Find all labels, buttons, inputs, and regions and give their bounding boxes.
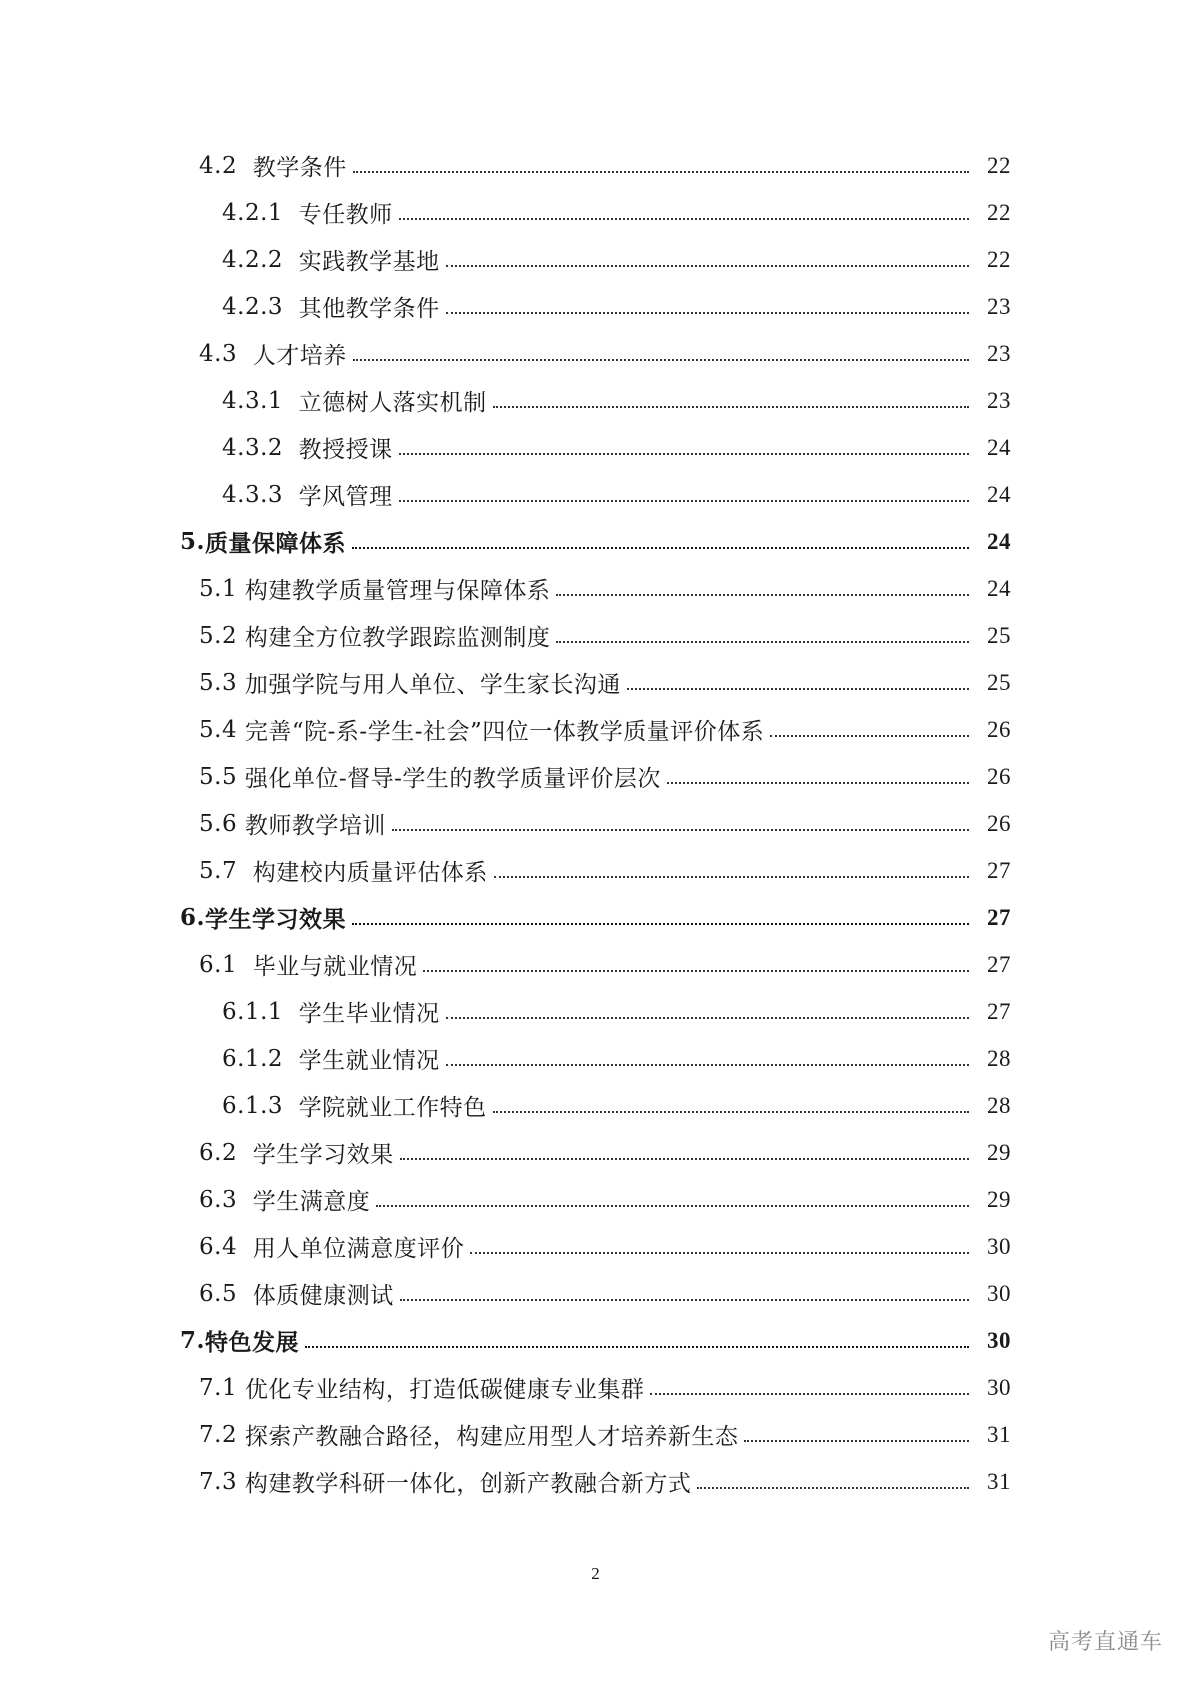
toc-entry-number: 5.: [180, 528, 206, 555]
toc-entry-number: 7.2: [199, 1421, 245, 1448]
toc-entry-page: 24: [987, 575, 1011, 601]
toc-entry-number: 4.3: [199, 340, 253, 367]
toc-entry-title: 专任教师: [298, 202, 393, 228]
toc-entry-number: 6.4: [199, 1233, 253, 1260]
toc-dot-leader: [353, 171, 969, 173]
toc-dot-leader: [352, 547, 969, 549]
toc-entry-page: 31: [987, 1468, 1011, 1494]
toc-entry[interactable]: [0, 424, 1191, 471]
toc-entry[interactable]: [0, 1317, 1191, 1364]
toc-entry-page: 27: [987, 998, 1011, 1024]
toc-dot-leader: [470, 1252, 969, 1254]
toc-dot-leader: [627, 688, 969, 690]
toc-entry[interactable]: [0, 142, 1191, 189]
toc-entry-number: 4.3.1: [222, 387, 299, 414]
toc-entry-title: 实践教学基地: [298, 249, 440, 275]
toc-entry-page: 27: [987, 951, 1011, 977]
toc-entry-page: 28: [987, 1092, 1011, 1118]
toc-entry-page: 22: [987, 246, 1011, 272]
toc-entry[interactable]: [0, 471, 1191, 518]
toc-entry-page: 29: [987, 1186, 1011, 1212]
toc-dot-leader: [697, 1487, 969, 1489]
toc-entry-number: 6.3: [199, 1186, 253, 1213]
toc-entry-number: 4.2.2: [222, 246, 299, 273]
toc-entry[interactable]: [0, 941, 1191, 988]
toc-entry-title: 学风管理: [298, 484, 393, 510]
toc-dot-leader: [376, 1205, 969, 1207]
toc-entry-title: 加强学院与用人单位、学生家长沟通: [244, 672, 621, 698]
toc-entry-title: 构建教学科研一体化，创新产教融合新方式: [244, 1471, 692, 1497]
toc-entry-page: 26: [987, 810, 1011, 836]
toc-dot-leader: [446, 312, 969, 314]
toc-dot-leader: [556, 641, 969, 643]
toc-dot-leader: [352, 923, 969, 925]
toc-entry-title: 体质健康测试: [252, 1283, 394, 1309]
toc-entry-title: 其他教学条件: [298, 296, 440, 322]
toc-entry-number: 6.2: [199, 1139, 253, 1166]
toc-entry[interactable]: [0, 236, 1191, 283]
toc-entry[interactable]: [0, 1129, 1191, 1176]
toc-dot-leader: [399, 218, 969, 220]
toc-entry-page: 23: [987, 293, 1011, 319]
toc-entry-number: 6.: [180, 904, 206, 931]
toc-entry[interactable]: [0, 800, 1191, 847]
toc-entry-page: 30: [987, 1280, 1011, 1306]
toc-entry-title: 特色发展: [205, 1329, 300, 1356]
toc-entry-title: 构建教学质量管理与保障体系: [244, 578, 551, 604]
toc-entry[interactable]: [0, 753, 1191, 800]
toc-entry-page: 23: [987, 340, 1011, 366]
toc-entry-title: 教师教学培训: [244, 813, 386, 839]
toc-entry[interactable]: [0, 894, 1191, 941]
toc-entry-number: 7.1: [199, 1374, 245, 1401]
toc-entry-number: 4.3.3: [222, 481, 299, 508]
toc-entry-title: 质量保障体系: [205, 530, 347, 557]
toc-entry-page: 22: [987, 152, 1011, 178]
toc-entry[interactable]: [0, 189, 1191, 236]
toc-entry[interactable]: [0, 283, 1191, 330]
toc-entry-title: 优化专业结构，打造低碳健康专业集群: [244, 1377, 645, 1403]
toc-entry-page: 24: [987, 528, 1011, 554]
toc-entry-number: 5.2: [199, 622, 245, 649]
toc-entry-title: 完善“院-系-学生-社会”四位一体教学质量评价体系: [244, 719, 765, 745]
toc-entry-page: 29: [987, 1139, 1011, 1165]
toc-entry-number: 4.2.3: [222, 293, 299, 320]
toc-dot-leader: [494, 876, 969, 878]
toc-entry-title: 构建校内质量评估体系: [252, 860, 488, 886]
toc-entry-page: 30: [987, 1233, 1011, 1259]
toc-entry[interactable]: [0, 1364, 1191, 1411]
toc-entry[interactable]: [0, 1458, 1191, 1505]
toc-entry-number: 5.6: [199, 810, 245, 837]
toc-dot-leader: [353, 359, 969, 361]
toc-entry-number: 4.2: [199, 152, 253, 179]
toc-entry-title: 毕业与就业情况: [252, 954, 418, 980]
toc-dot-leader: [305, 1346, 969, 1348]
toc-entry-title: 立德树人落实机制: [298, 390, 487, 416]
toc-dot-leader: [744, 1440, 969, 1442]
toc-entry-number: 7.3: [199, 1468, 245, 1495]
toc-entry-number: 4.3.2: [222, 434, 299, 461]
toc-entry-title: 人才培养: [252, 343, 347, 369]
toc-entry-page: 23: [987, 387, 1011, 413]
toc-entry-title: 强化单位-督导-学生的教学质量评价层次: [244, 766, 661, 792]
toc-entry-number: 6.1.1: [222, 998, 299, 1025]
toc-dot-leader: [423, 970, 969, 972]
toc-entry[interactable]: [0, 565, 1191, 612]
toc-entry-title: 学生学习效果: [205, 906, 347, 933]
toc-dot-leader: [399, 453, 969, 455]
toc-entry-title: 学生毕业情况: [298, 1001, 440, 1027]
toc-dot-leader: [770, 735, 969, 737]
toc-dot-leader: [446, 265, 969, 267]
toc-dot-leader: [399, 500, 969, 502]
toc-entry[interactable]: [0, 659, 1191, 706]
table-of-contents: [0, 142, 1191, 1505]
toc-entry[interactable]: [0, 1223, 1191, 1270]
toc-entry[interactable]: [0, 988, 1191, 1035]
toc-dot-leader: [650, 1393, 969, 1395]
page-number: 2: [591, 1564, 600, 1583]
toc-entry-title: 用人单位满意度评价: [252, 1236, 465, 1262]
toc-entry-page: 24: [987, 481, 1011, 507]
toc-entry[interactable]: [0, 1270, 1191, 1317]
toc-entry-page: 25: [987, 669, 1011, 695]
toc-entry-page: 26: [987, 763, 1011, 789]
toc-entry-page: 22: [987, 199, 1011, 225]
toc-entry[interactable]: [0, 1082, 1191, 1129]
toc-entry-number: 6.1.2: [222, 1045, 299, 1072]
toc-entry-title: 教学条件: [252, 155, 347, 181]
toc-dot-leader: [446, 1017, 969, 1019]
toc-entry-page: 27: [987, 857, 1011, 883]
toc-dot-leader: [667, 782, 969, 784]
toc-dot-leader: [493, 406, 969, 408]
toc-entry[interactable]: [0, 612, 1191, 659]
toc-entry-number: 5.1: [199, 575, 245, 602]
toc-entry-title: 学生满意度: [252, 1189, 371, 1215]
toc-entry[interactable]: [0, 377, 1191, 424]
toc-entry-title: 教授授课: [298, 437, 393, 463]
toc-entry-number: 5.3: [199, 669, 245, 696]
toc-entry-number: 7.: [180, 1327, 206, 1354]
toc-entry-title: 探索产教融合路径，构建应用型人才培养新生态: [244, 1424, 739, 1450]
toc-entry-page: 31: [987, 1421, 1011, 1447]
toc-dot-leader: [493, 1111, 969, 1113]
toc-entry-number: 6.1.3: [222, 1092, 299, 1119]
toc-entry-number: 5.7: [199, 857, 253, 884]
toc-entry-title: 学生学习效果: [252, 1142, 394, 1168]
toc-entry[interactable]: [0, 1411, 1191, 1458]
toc-dot-leader: [400, 1299, 969, 1301]
toc-entry-page: 25: [987, 622, 1011, 648]
toc-entry[interactable]: [0, 706, 1191, 753]
toc-entry[interactable]: [0, 518, 1191, 565]
toc-entry-page: 30: [987, 1374, 1011, 1400]
toc-entry[interactable]: [0, 330, 1191, 377]
toc-entry-page: 28: [987, 1045, 1011, 1071]
watermark-logo-text: 高考直通车: [1047, 1630, 1163, 1655]
toc-entry-number: 6.1: [199, 951, 253, 978]
toc-entry-page: 24: [987, 434, 1011, 460]
toc-entry-number: 5.4: [199, 716, 245, 743]
toc-dot-leader: [392, 829, 969, 831]
toc-entry-page: 30: [987, 1327, 1011, 1353]
toc-dot-leader: [556, 594, 969, 596]
toc-entry-number: 5.5: [199, 763, 245, 790]
toc-dot-leader: [400, 1158, 969, 1160]
toc-entry[interactable]: [0, 847, 1191, 894]
toc-entry-page: 26: [987, 716, 1011, 742]
toc-entry[interactable]: [0, 1035, 1191, 1082]
toc-entry-title: 学生就业情况: [298, 1048, 440, 1074]
toc-entry-title: 构建全方位教学跟踪监测制度: [244, 625, 551, 651]
toc-entry-number: 6.5: [199, 1280, 253, 1307]
toc-entry-page: 27: [987, 904, 1011, 930]
toc-entry-title: 学院就业工作特色: [298, 1095, 487, 1121]
toc-entry[interactable]: [0, 1176, 1191, 1223]
toc-dot-leader: [446, 1064, 969, 1066]
toc-entry-number: 4.2.1: [222, 199, 299, 226]
